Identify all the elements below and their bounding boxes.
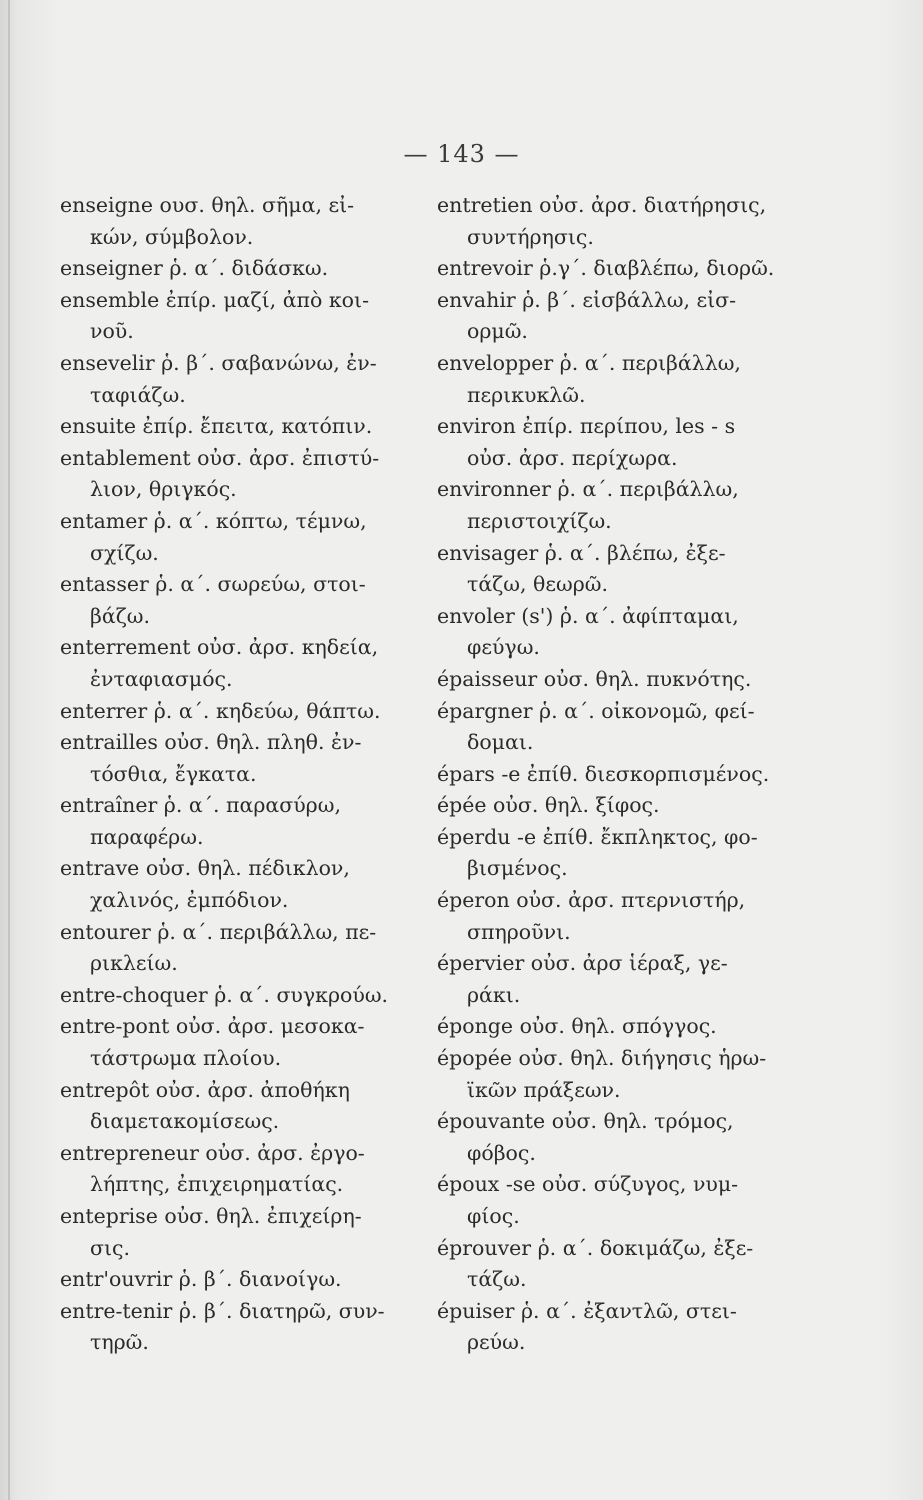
entry-line: ensevelir ῥ. β΄. σαβανώνω, ἐν- <box>60 350 377 375</box>
entry-continuation-line: τάστρωμα πλοίου. <box>90 1046 282 1071</box>
entry-line: enseigne ουσ. θηλ. σῆμα, εἰ- <box>60 193 355 217</box>
entry-continuation-line: ϊκῶν πράξεων. <box>467 1077 621 1102</box>
entry-continuation-line: τόσθια, ἔγκατα. <box>90 761 257 786</box>
right-column <box>437 190 797 1359</box>
entry-line: entraîner ῥ. α΄. παρασύρω, <box>60 793 341 818</box>
entry-continuation-line: σχίζω. <box>90 540 159 565</box>
entry-line: envoler (s') ῥ. α΄. ἀφίπταμαι, <box>437 603 739 628</box>
entry-continuation-line: ράκι. <box>467 982 521 1007</box>
entry-line: éperon οὐσ. ἀρσ. πτερνιστήρ, <box>437 888 746 913</box>
entry-continuation-line: λήπτης, ἐπιχειρηματίας. <box>90 1172 344 1197</box>
entry-continuation-line: συντήρησις. <box>467 224 594 249</box>
entry-continuation-line: φίος. <box>467 1204 520 1228</box>
entry-continuation-line: κών, σύμβολον. <box>90 224 254 249</box>
entry-line: entrepreneur οὐσ. ἀρσ. ἐργο- <box>60 1140 365 1165</box>
entry-line: entrave οὐσ. θηλ. πέδικλον, <box>60 856 350 881</box>
entry-line: entre-choquer ῥ. α΄. συγκρούω. <box>60 982 389 1007</box>
left-column <box>60 190 410 1359</box>
entry-line: époux -se οὐσ. σύζυγος, νυμ- <box>437 1172 739 1197</box>
entry-line: éponge οὐσ. θηλ. σπόγγος. <box>437 1014 717 1039</box>
entry-line: entretien οὐσ. ἀρσ. διατήρησις, <box>437 193 767 217</box>
entry-continuation-line: διαμετακομίσεως. <box>90 1109 280 1134</box>
entry-line: entamer ῥ. α΄. κόπτω, τέμνω, <box>60 508 367 533</box>
entry-line: entrevoir ῥ.γ΄. διαβλέπω, διορῶ. <box>437 256 775 281</box>
entry-line: épée οὐσ. θηλ. ξίφος. <box>437 793 660 818</box>
entry-line: entrailles οὐσ. θηλ. πληθ. ἐν- <box>60 730 362 755</box>
entry-continuation-line: βάζω. <box>90 603 151 628</box>
entry-line: envisager ῥ. α΄. βλέπω, ἐξε- <box>437 540 726 565</box>
entry-line: entourer ῥ. α΄. περιβάλλω, πε- <box>60 919 377 944</box>
entry-line: épopée οὐσ. θηλ. διήγησις ἡρω- <box>437 1046 767 1071</box>
page-number: — 143 — <box>403 140 520 168</box>
entry-continuation-line: ορμῶ. <box>467 319 528 344</box>
entry-continuation-line: ἐνταφιασμός. <box>90 666 233 691</box>
entry-line: entre-tenir ῥ. β΄. διατηρῶ, συν- <box>60 1298 385 1323</box>
entry-line: enteprise οὐσ. θηλ. ἐπιχείρη- <box>60 1204 362 1228</box>
entry-continuation-line: ταφιάζω. <box>90 382 186 407</box>
entry-line: épargner ῥ. α΄. οἰκονομῶ, φεί- <box>437 698 755 723</box>
page-gutter <box>8 0 10 1500</box>
entry-line: enseigner ῥ. α΄. διδάσκω. <box>60 256 329 281</box>
entry-continuation-line: βισμένος. <box>467 856 568 881</box>
entry-line: enterrer ῥ. α΄. κηδεύω, θάπτω. <box>60 698 381 723</box>
entry-line: entr'ouvrir ῥ. β΄. διανοίγω. <box>60 1267 342 1292</box>
entry-line: éprouver ῥ. α΄. δοκιμάζω, ἐξε- <box>437 1235 754 1260</box>
entry-continuation-line: τάζω. <box>467 1267 527 1292</box>
entry-line: épars -e ἐπίθ. διεσκορπισμένος. <box>437 761 770 786</box>
entry-line: envelopper ῥ. α΄. περιβάλλω, <box>437 350 741 375</box>
entry-line: entrepôt οὐσ. ἀρσ. ἀποθήκη <box>60 1077 350 1102</box>
entry-continuation-line: χαλινός, ἐμπόδιον. <box>90 888 289 913</box>
entry-line: éperdu -e ἐπίθ. ἔκπληκτος, φο- <box>437 824 758 849</box>
entry-continuation-line: περιστοιχίζω. <box>467 508 612 533</box>
entry-continuation-line: σπηροῦνι. <box>467 919 571 944</box>
entry-line: environ ἐπίρ. περίπου, les - s <box>437 414 736 439</box>
entry-continuation-line: περικυκλῶ. <box>467 382 586 407</box>
entry-continuation-line: λιον, θριγκός. <box>90 477 237 502</box>
entry-continuation-line: δομαι. <box>467 730 534 755</box>
entry-continuation-line: τάζω, θεωρῶ. <box>467 572 609 597</box>
entry-line: épuiser ῥ. α΄. ἐξαντλῶ, στει- <box>437 1298 737 1323</box>
entry-continuation-line: τηρῶ. <box>90 1330 149 1355</box>
entry-line: entasser ῥ. α΄. σωρεύω, στοι- <box>60 572 366 597</box>
entry-continuation-line: σις. <box>90 1235 131 1260</box>
entry-line: enterrement οὐσ. ἀρσ. κηδεία, <box>60 635 379 660</box>
entry-line: entablement οὐσ. ἀρσ. ἐπιστύ- <box>60 445 380 470</box>
entry-line: épervier οὐσ. ἀρσ ἱέραξ, γε- <box>437 951 728 976</box>
entry-line: environner ῥ. α΄. περιβάλλω, <box>437 477 739 502</box>
entry-line: épaisseur οὐσ. θηλ. πυκνότης. <box>437 666 752 691</box>
entry-continuation-line: ρικλείω. <box>90 951 178 976</box>
entry-line: ensemble ἐπίρ. μαζί, ἀπὸ κοι- <box>60 287 369 312</box>
entry-line: entre-pont οὐσ. ἀρσ. μεσοκα- <box>60 1014 365 1039</box>
entry-line: épouvante οὐσ. θηλ. τρόμος, <box>437 1109 734 1134</box>
entry-continuation-line: φεύγω. <box>467 635 540 660</box>
entry-line: ensuite ἐπίρ. ἔπειτα, κατόπιν. <box>60 414 373 439</box>
entry-line: envahir ῥ. β΄. εἰσβάλλω, εἰσ- <box>437 287 737 312</box>
entry-continuation-line: οὐσ. ἀρσ. περίχωρα. <box>467 445 678 470</box>
entry-continuation-line: φόβος. <box>467 1140 536 1165</box>
entry-continuation-line: νοῦ. <box>90 319 134 344</box>
entry-continuation-line: ρεύω. <box>467 1330 526 1355</box>
entry-continuation-line: παραφέρω. <box>90 824 204 849</box>
